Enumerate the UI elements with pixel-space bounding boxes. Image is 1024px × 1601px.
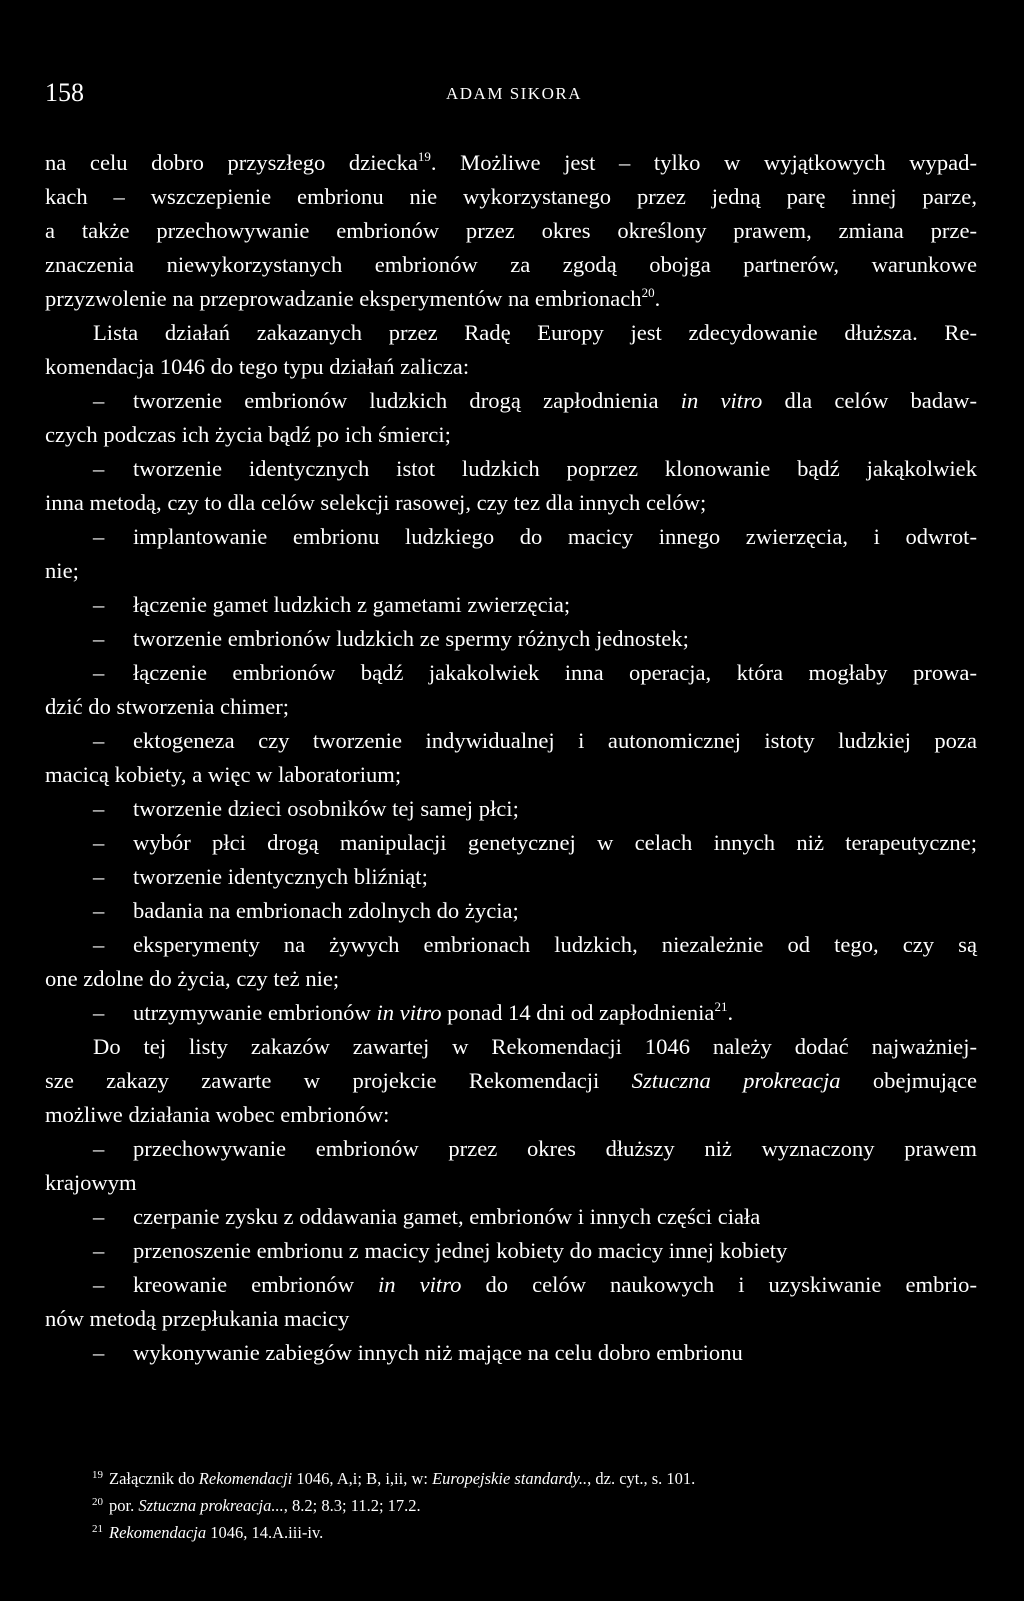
- italic-term: in vitro: [378, 1272, 462, 1297]
- footnote-21: [92, 1519, 972, 1546]
- list-dash: –: [93, 864, 105, 889]
- text-span: badania na embrionach zdolnych do życia;: [133, 898, 519, 923]
- list-dash: –: [93, 1136, 105, 1161]
- text-span: implantowanie embrionu ludzkiego do macicy innego zwierzęcia, i odwrot-: [133, 524, 977, 549]
- text-span: . Możliwe jest – tylko w wyjątkowych wypad-: [430, 150, 977, 175]
- text-line: a także przechowywanie embrionów przez okres określony prawem, zmiana prze-: [45, 218, 977, 243]
- list-item: [45, 656, 977, 690]
- italic-term: in vitro: [376, 1000, 442, 1025]
- list-item: [45, 928, 977, 962]
- text-line: kach – wszczepienie embrionu nie wykorzystanego przez jedną parę innej parze,: [45, 184, 977, 209]
- text-span: tworzenie embrionów ludzkich ze spermy różnych jednostek;: [133, 626, 689, 651]
- text-span: , dz. cyt., s. 101.: [587, 1469, 696, 1488]
- text-line: nie;: [45, 558, 79, 583]
- list-dash: –: [93, 660, 105, 685]
- italic-term: Sztuczna prokreacja...: [138, 1496, 284, 1515]
- text-line: [45, 146, 977, 180]
- list-dash: –: [93, 626, 105, 651]
- paragraph-start: Do tej listy zakazów zawartej w Rekomendacji 1046 należy dodać najważniej-: [93, 1034, 977, 1059]
- footnote-number: 19: [92, 1469, 103, 1481]
- text-span: łączenie gamet ludzkich z gametami zwierzęcia;: [133, 592, 571, 617]
- list-item: [45, 1132, 977, 1166]
- footnote-19: [92, 1465, 972, 1492]
- text-span: sze zakazy zawarte w projekcie Rekomendacji: [45, 1068, 632, 1093]
- text-line: inna metodą, czy to dla celów selekcji rasowej, czy tez dla innych celów;: [45, 490, 707, 515]
- list-item: [45, 452, 977, 486]
- text-span: wybór płci drogą manipulacji genetycznej w celach innych niż terapeutyczne;: [133, 830, 977, 855]
- text-span: utrzymywanie embrionów: [133, 1000, 377, 1025]
- text-span: tworzenie embrionów ludzkich drogą zapłodnienia: [133, 388, 681, 413]
- text-span: .: [727, 1000, 734, 1025]
- text-span: łączenie embrionów bądź jakakolwiek inna operacja, która mogłaby prowa-: [133, 660, 977, 685]
- text-span: 1046, 14.A.iii-iv.: [206, 1523, 324, 1542]
- list-dash: –: [93, 592, 105, 617]
- list-dash: –: [93, 898, 105, 923]
- list-item: [45, 1336, 977, 1370]
- text-line: komendacja 1046 do tego typu działań zalicza:: [45, 354, 470, 379]
- text-span: na celu dobro przyszłego dziecka: [45, 150, 418, 175]
- list-dash: –: [93, 1000, 105, 1025]
- text-span: 1046, A,i; B, i,ii, w:: [292, 1469, 433, 1488]
- text-span: tworzenie identycznych bliźniąt;: [133, 864, 428, 889]
- list-dash: –: [93, 796, 105, 821]
- text-line: one zdolne do życia, czy też nie;: [45, 966, 340, 991]
- list-item: [45, 1268, 977, 1302]
- text-span: przechowywanie embrionów przez okres dłuższy niż wyznaczony prawem: [133, 1136, 977, 1161]
- footnote-number: 20: [92, 1496, 103, 1508]
- list-item: [45, 1200, 977, 1234]
- text-span: kreowanie embrionów: [133, 1272, 379, 1297]
- footnote-20: [92, 1492, 972, 1519]
- text-span: Załącznik do: [109, 1469, 199, 1488]
- list-dash: –: [93, 456, 105, 481]
- list-item: [45, 792, 977, 826]
- italic-term: Rekomendacji: [198, 1469, 293, 1488]
- page-number: 158: [45, 78, 84, 107]
- list-item: [45, 588, 977, 622]
- list-dash: –: [93, 524, 105, 549]
- text-span: , 8.2; 8.3; 11.2; 17.2.: [283, 1496, 421, 1515]
- paragraph-start: Lista działań zakazanych przez Radę Europy jest zdecydowanie dłuższa. Re-: [93, 320, 977, 345]
- text-line: krajowym: [45, 1170, 137, 1195]
- list-dash: –: [93, 932, 105, 957]
- text-span: przyzwolenie na przeprowadzanie eksperymentów na embrionach: [45, 286, 642, 311]
- list-item: [45, 520, 977, 554]
- footnote-ref: 21: [714, 999, 728, 1014]
- text-span: wykonywanie zabiegów innych niż mające na celu dobro embrionu: [133, 1340, 743, 1365]
- text-span: przenoszenie embrionu z macicy jednej kobiety do macicy innej kobiety: [133, 1238, 788, 1263]
- text-line: dzić do stworzenia chimer;: [45, 694, 290, 719]
- list-dash: –: [93, 1238, 105, 1263]
- italic-term: in vitro: [680, 388, 763, 413]
- footnote-ref: 20: [641, 285, 655, 300]
- text-span: tworzenie dzieci osobników tej samej płci;: [133, 796, 519, 821]
- list-item: [45, 826, 977, 860]
- list-item: [45, 860, 977, 894]
- list-dash: –: [93, 1272, 105, 1297]
- text-span: eksperymenty na żywych embrionach ludzkich, niezależnie od tego, czy są: [133, 932, 977, 957]
- text-span: czerpanie zysku z oddawania gamet, embrionów i innych części ciała: [133, 1204, 761, 1229]
- text-line: [45, 1064, 977, 1098]
- text-line: nów metodą przepłukania macicy: [45, 1306, 350, 1331]
- text-line: [45, 282, 977, 316]
- list-item: [45, 384, 977, 418]
- text-span: por.: [109, 1496, 139, 1515]
- italic-term: Europejskie standardy..: [432, 1469, 588, 1488]
- text-line: czych podczas ich życia bądź po ich śmierci;: [45, 422, 451, 447]
- text-span: tworzenie identycznych istot ludzkich poprzez klonowanie bądź jakąkolwiek: [133, 456, 977, 481]
- text-span: .: [654, 286, 661, 311]
- list-dash: –: [93, 830, 105, 855]
- text-line: znaczenia niewykorzystanych embrionów za zgodą obojga partnerów, warunkowe: [45, 252, 977, 277]
- body-text: [45, 146, 977, 1370]
- running-header-author: ADAM SIKORA: [446, 84, 582, 103]
- text-span: ponad 14 dni od zapłodnienia: [441, 1000, 715, 1025]
- list-dash: –: [93, 728, 105, 753]
- italic-term: Sztuczna prokreacja: [631, 1068, 841, 1093]
- list-item: [45, 996, 977, 1030]
- text-span: ektogeneza czy tworzenie indywidualnej i autonomicznej istoty ludzkiej poza: [133, 728, 977, 753]
- text-span: do celów naukowych i uzyskiwanie embrio-: [461, 1272, 977, 1297]
- list-item: [45, 622, 977, 656]
- list-item: [45, 894, 977, 928]
- list-dash: –: [93, 1204, 105, 1229]
- list-dash: –: [93, 388, 105, 413]
- footnote-ref: 19: [417, 149, 431, 164]
- text-line: możliwe działania wobec embrionów:: [45, 1102, 390, 1127]
- footnotes: [92, 1465, 972, 1546]
- text-span: dla celów badaw-: [762, 388, 977, 413]
- text-line: macicą kobiety, a więc w laboratorium;: [45, 762, 402, 787]
- list-dash: –: [93, 1340, 105, 1365]
- list-item: [45, 1234, 977, 1268]
- italic-term: Rekomendacja: [109, 1523, 207, 1542]
- footnote-number: 21: [92, 1523, 103, 1535]
- text-span: obejmujące: [840, 1068, 978, 1093]
- list-item: [45, 724, 977, 758]
